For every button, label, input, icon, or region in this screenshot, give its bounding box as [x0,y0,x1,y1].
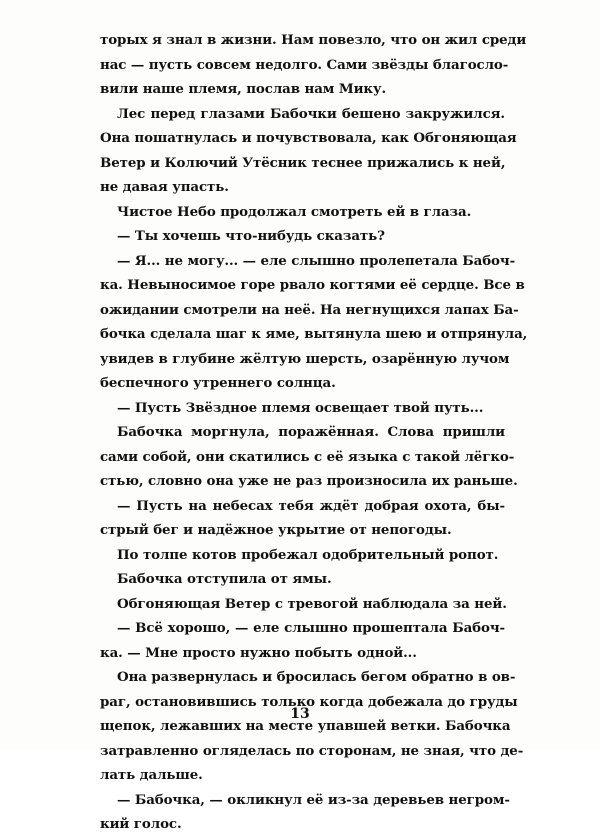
text-line: Ветер и Колючий Утёсник теснее прижались к ней, [100,154,506,171]
text-line: стью, словно она уже не раз произносила их раньше. [100,473,518,489]
text-line: увидев в глубине жёлтую шерсть, озарённую лучом [100,350,510,367]
text-line: — Пусть Звёздное племя освещает твой путь... [117,399,484,416]
text-line: Обгоняющая Ветер с тревогой наблюдала за ней. [117,595,507,612]
text-line: — Ты хочешь что-нибудь сказать? [117,228,385,244]
text-line: кий голос. [100,816,182,832]
text-line: Она пошатнулась и почувствовала, как Обгоняющая [100,130,517,146]
text-line: стрый бег и надёжное укрытие от непогоды. [100,522,452,538]
text-line: торых я знал в жизни. Нам повезло, что он жил среди [100,32,527,48]
page-number: 13 [290,706,310,722]
text-line: — Всё хорошо, — еле слышно прошептала Бабоч- [117,620,505,636]
text-line: не давая упасть. [100,179,229,195]
text-line: ожидании смотрели на неё. На негнущихся лапах Ба- [100,301,519,318]
text-line: нас — пусть совсем недолго. Сами звёзды благосло- [100,56,509,73]
text-line: беспечного утреннего солнца. [100,375,336,391]
text-line: затравленно огляделась по сторонам, не зная, что де- [100,742,524,759]
text-line: ка. — Мне просто нужно побыть одной... [100,644,417,661]
text-line: вили наше племя, послав нам Мику. [100,81,387,97]
text-line: Бабочка моргнула, поражённая. Слова пришли [117,424,505,440]
text-line: ка. Невыносимое горе рвало когтями её сердце. Все в [100,277,525,293]
text-line: — Бабочка, — окликнул её из-за деревьев негром- [117,791,510,808]
text-line: Чистое Небо продолжал смотреть ей в глаза. [117,203,472,220]
text-line: бочка сделала шаг к яме, вытянула шею и отпрянула, [100,326,528,342]
text-line: щепок, лежавших на месте упавшей ветки. Бабочка [100,718,511,734]
text-line: Бабочка отступила от ямы. [117,571,332,587]
text-line: По толпе котов пробежал одобрительный ропот. [117,546,499,563]
text-line: — Пусть на небесах тебя ждёт добрая охота, бы- [117,497,505,514]
text-line: Она развернулась и бросилась бегом обратно в ов- [117,669,516,685]
text-line: — Я... не могу... — еле слышно пролепетала Бабоч- [117,252,516,269]
text-line: Лес перед глазами Бабочки бешено закружился. [117,105,505,122]
text-line: раг, остановившись только когда добежала до груды [100,693,518,710]
text-line: сами собой, они скатились с её языка с такой лёгко- [100,448,515,465]
text-line: лать дальше. [100,767,203,783]
